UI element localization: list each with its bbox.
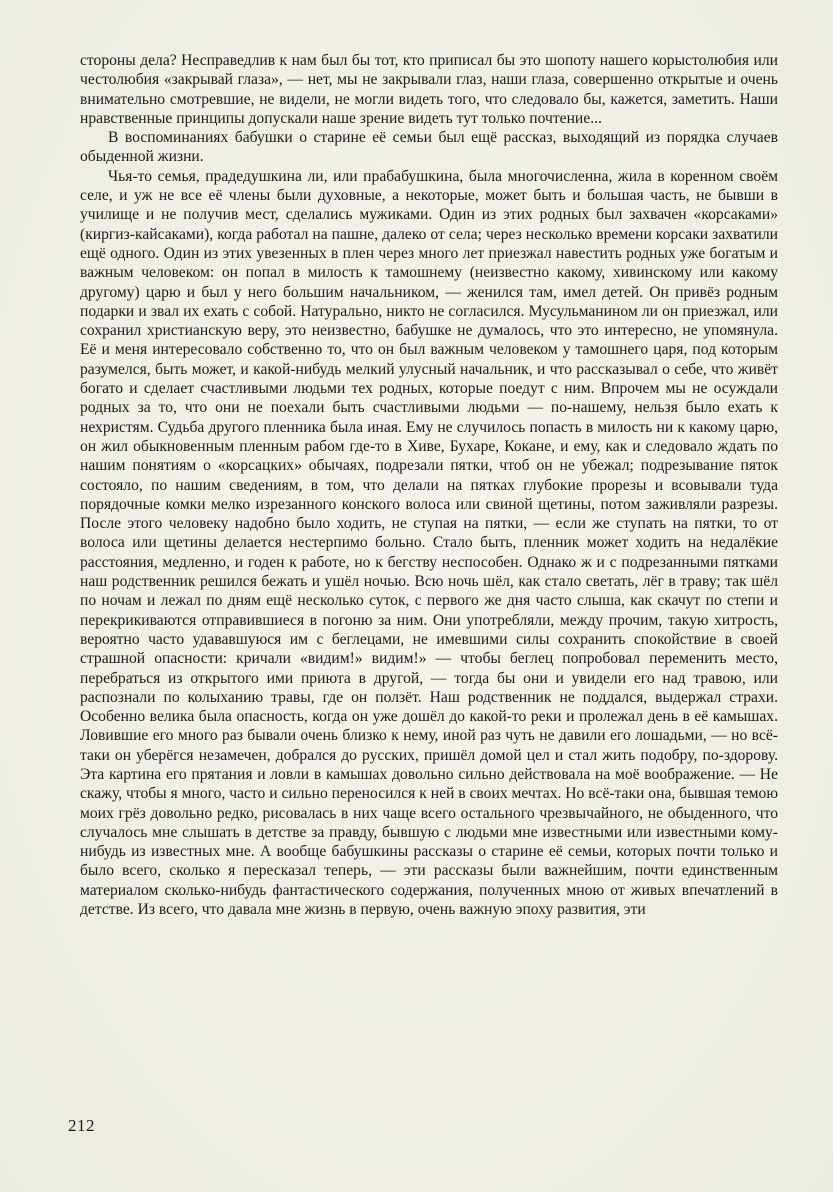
paragraph-continuation: стороны дела? Несправедлив к нам был бы тот, кто приписал бы это шопоту нашего корыстолюбия или честолюбия «закрывай глаза», — нет, мы не закрывали глаз, наши глаза, совершенно открытые и очень внимательно смотревшие, не видели, не могли видеть того, что следовало бы, кажется, заметить. Наши нравственные принципы допускали наше зрение видеть тут только почтение... <box>80 52 778 127</box>
paragraph-captives: Чья-то семья, прадедушкина ли, или прабабушкина, была многочисленна, жила в коренном своём селе, и уж не все её члены были духовные, а некоторые, может быть и большая часть, не бывши в училище и не получив мест, сделались мужиками. Один из этих родных был захвачен «корсаками» (киргиз-кайсаками), когда работал на пашне, далеко от села; через несколько времени корсаки захватили ещё одного. Один из этих увезенных в плен через много лет приезжал навестить родных уже богатым и важным человеком: он попал в милость к тамошнему (неизвестно какому, хивинскому или какому другому) царю и был у него большим начальником, — женился там, имел детей. Он привёз родным подарки и звал их ехать с собой. Натурально, никто не согласился. Мусульманином ли он приезжал, или сохранил христианскую веру, это неизвестно, бабушке не думалось, что это интересно, не упомянула. Её и меня интересовало собственно то, что он был важным человеком у тамошнего царя, под которым разумелся, быть может, и какой-нибудь мелкий улусный начальник, и что рассказывал о себе, что живёт богато и сделает счастливыми людьми тех родных, которые поедут с ним. Впрочем мы не осуждали родных за то, что они не поехали быть счастливыми людьми — по-нашему, нельзя было ехать к нехристям. Судьба другого пленника была иная. Ему не случилось попасть в милость ни к какому царю, он жил обыкновенным пленным рабом где-то в Хиве, Бухаре, Кокане, и ему, как и следовало ждать по нашим понятиям о «корсацких» обычаях, подрезали пятки, чтоб он не убежал; подрезывание пяток состояло, по нашим сведениям, в том, что делали на пятках глубокие прорезы и всовывали туда порядочные комки мелко изрезанного конского волоса или свиной щетины, потом заживляли разрезы. После этого человеку надобно было ходить, не ступая на пятки, — если же ступать на пятки, то от волоса или щетины делается нестерпимо больно. Стало быть, пленник может ходить на недалёкие расстояния, медленно, и годен к работе, но к бегству неспособен. Однако ж и с подрезанными пятками наш родственник решился бежать и ушёл ночью. Всю ночь шёл, как стало светать, лёг в траву; так шёл по ночам и лежал по дням ещё несколько суток, с первого же дня часто слыша, как скачут по степи и перекрикиваются отправившиеся в погоню за ним. Они употребляли, между прочим, такую хитрость, вероятно часто удававшуюся им с беглецами, не имевшими силы сохранить спокойствие в своей страшной опасности: кричали «видим!» видим!» — чтобы беглец попробовал переменить место, перебраться из открытого ими приюта в другой, — тогда бы они и увидели его над травою, или распознали по колыханию травы, где он ползёт. Наш родственник не поддался, выдержал страхи. Особенно велика была опасность, когда он уже дошёл до какой-то реки и пролежал день в её камышах. Ловившие его много раз бывали очень близко к нему, иной раз чуть не давили его лошадьми, — но всё-таки он уберёгся незамечен, добрался до русских, пришёл домой цел и стал жить подобру, по-здорову. Эта картина его прятания и ловли в камышах довольно сильно действовала на моё воображение. — Не скажу, чтобы я много, часто и сильно переносился к ней в своих мечтах. Но всё-таки она, бывшая темою моих грёз довольно редко, рисовалась в них чаще всего остального чрезвычайного, не обыденного, что случалось мне слышать в детстве за правду, бывшую с людьми мне известными или известными кому-нибудь из известных мне. А вообще бабушкины рассказы о старине её семьи, которых почти только и было всего, сколько я пересказал теперь, — эти рассказы были важнейшим, почти единственным материалом сколько-нибудь фантастического содержания, полученных мною от живых впечатлений в детстве. Из всего, что давала мне жизнь в первую, очень важную эпоху развития, эти <box>80 167 778 919</box>
paragraph-grandmother-story: В воспоминаниях бабушки о старине её семьи был ещё рассказ, выходящий из порядка случаев обыденной жизни. <box>80 129 778 166</box>
body-text <box>80 51 778 919</box>
page-number: 212 <box>68 1116 95 1135</box>
